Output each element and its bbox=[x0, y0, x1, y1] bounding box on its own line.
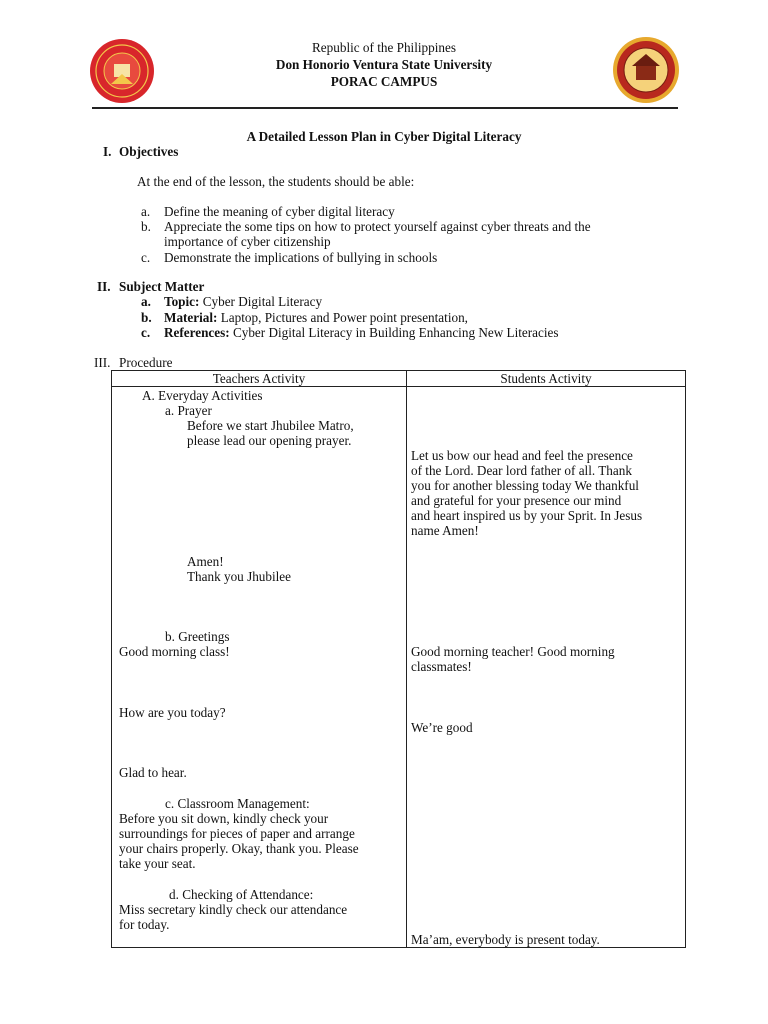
subject-references-label: References: bbox=[164, 325, 230, 340]
subject-references-value: Cyber Digital Literacy in Building Enhancing New Literacies bbox=[229, 325, 559, 340]
prayer-line-1: Before we start Jhubilee Matro, bbox=[187, 418, 354, 433]
subject-b-marker: b. bbox=[141, 310, 152, 325]
amen-line-2: Thank you Jhubilee bbox=[187, 569, 292, 584]
amen-line-1: Amen! bbox=[187, 554, 224, 569]
document-title: A Detailed Lesson Plan in Cyber Digital Literacy bbox=[246, 129, 522, 144]
attendance-line-1: Miss secretary kindly check our attendance bbox=[119, 902, 348, 917]
student-prayer-line-5: and heart inspired us by your Sprit. In Jesus bbox=[411, 508, 643, 523]
objectives-number: I. bbox=[103, 144, 112, 159]
header-divider bbox=[92, 107, 678, 109]
subject-references bbox=[164, 325, 559, 340]
subject-material-value: Laptop, Pictures and Power point presentation, bbox=[217, 310, 468, 325]
classroom-management-label: c. Classroom Management: bbox=[165, 796, 310, 811]
greetings-line: Good morning class! bbox=[119, 644, 230, 659]
objective-b-text-continued: importance of cyber citizenship bbox=[164, 234, 331, 249]
subject-material bbox=[164, 310, 468, 325]
glad-to-hear: Glad to hear. bbox=[119, 765, 187, 780]
student-were-good: We’re good bbox=[411, 720, 473, 735]
prayer-line-2: please lead our opening prayer. bbox=[187, 433, 352, 448]
objective-c-text: Demonstrate the implications of bullying in schools bbox=[164, 250, 438, 265]
everyday-activities: A. Everyday Activities bbox=[142, 388, 263, 403]
objective-a-text: Define the meaning of cyber digital literacy bbox=[164, 204, 395, 219]
classroom-management-line-2: surroundings for pieces of paper and arrange bbox=[119, 826, 355, 841]
objective-a-marker: a. bbox=[141, 204, 151, 219]
attendance-line-2: for today. bbox=[119, 917, 170, 932]
procedure-heading: Procedure bbox=[119, 355, 173, 370]
subject-material-label: Material: bbox=[164, 310, 218, 325]
student-greeting-line-2: classmates! bbox=[411, 659, 472, 674]
objective-b-marker: b. bbox=[141, 219, 151, 234]
objective-c-marker: c. bbox=[141, 250, 151, 265]
student-prayer-line-6: name Amen! bbox=[411, 523, 479, 538]
student-prayer-line-1: Let us bow our head and feel the presence bbox=[411, 448, 633, 463]
objectives-heading: Objectives bbox=[119, 144, 179, 159]
students-activity-cell bbox=[407, 387, 686, 948]
greetings-label: b. Greetings bbox=[165, 629, 230, 644]
classroom-management-line-1: Before you sit down, kindly check your bbox=[119, 811, 329, 826]
attendance-label: d. Checking of Attendance: bbox=[169, 887, 314, 902]
student-prayer-line-4: and grateful for your presence our mind bbox=[411, 493, 622, 508]
student-attendance-response: Ma’am, everybody is present today. bbox=[411, 932, 600, 947]
students-activity-header: Students Activity bbox=[407, 371, 686, 387]
subject-number: II. bbox=[97, 279, 111, 294]
objective-b-text: Appreciate the some tips on how to protect yourself against cyber threats and the bbox=[164, 219, 591, 234]
teachers-activity-header: Teachers Activity bbox=[112, 371, 407, 387]
student-prayer-line-2: of the Lord. Dear lord father of all. Thank bbox=[411, 463, 632, 478]
subject-topic-label: Topic: bbox=[164, 294, 200, 309]
subject-topic-value: Cyber Digital Literacy bbox=[199, 294, 323, 309]
procedure-number: III. bbox=[94, 355, 111, 370]
header-university: Don Honorio Ventura State University bbox=[275, 57, 493, 72]
prayer-label: a. Prayer bbox=[165, 403, 212, 418]
subject-heading: Subject Matter bbox=[119, 279, 205, 294]
header-republic: Republic of the Philippines bbox=[312, 40, 456, 55]
subject-c-marker: c. bbox=[141, 325, 151, 340]
student-prayer-line-3: you for another blessing today We thankful bbox=[411, 478, 639, 493]
teachers-activity-cell bbox=[112, 387, 407, 948]
student-greeting-line-1: Good morning teacher! Good morning bbox=[411, 644, 615, 659]
subject-a-marker: a. bbox=[141, 294, 151, 309]
how-are-you: How are you today? bbox=[119, 705, 226, 720]
classroom-management-line-4: take your seat. bbox=[119, 856, 196, 871]
classroom-management-line-3: your chairs properly. Okay, thank you. Please bbox=[119, 841, 359, 856]
subject-topic bbox=[164, 294, 322, 309]
header-campus: PORAC CAMPUS bbox=[330, 74, 438, 89]
objectives-intro: At the end of the lesson, the students should be able: bbox=[137, 174, 415, 189]
procedure-table bbox=[111, 370, 686, 948]
